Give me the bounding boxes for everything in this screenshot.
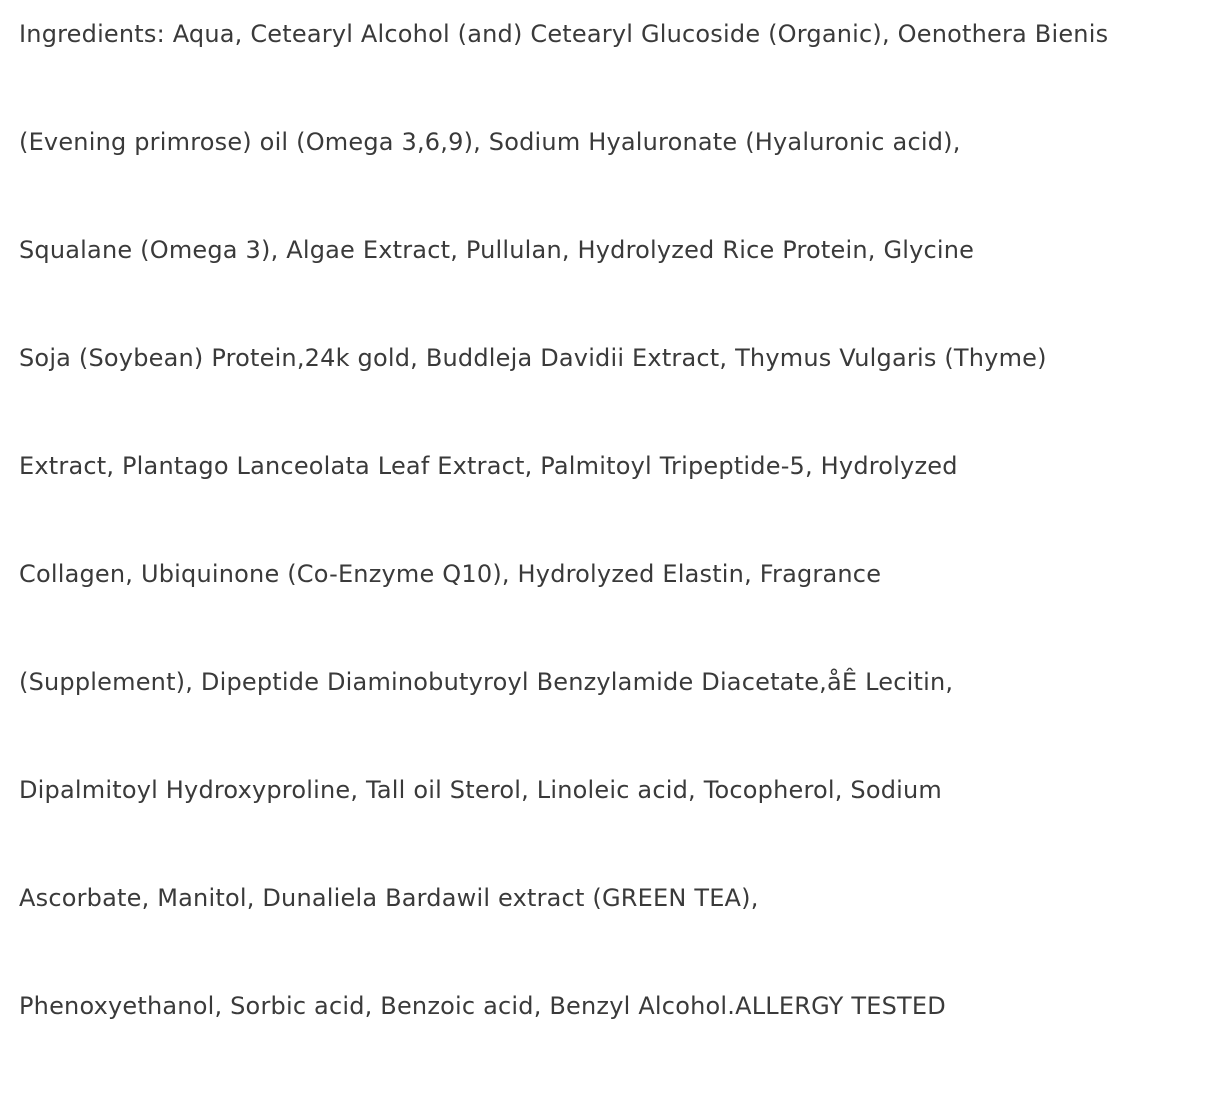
ingredients-line: Ingredients: Aqua, Cetearyl Alcohol (and) Cetearyl Glucoside (Organic), Oenothera Bienis — [19, 20, 1109, 48]
ingredients-line: Phenoxyethanol, Sorbic acid, Benzoic acid, Benzyl Alcohol.ALLERGY TESTED — [19, 992, 946, 1020]
ingredients-line: Ascorbate, Manitol, Dunaliela Bardawil extract (GREEN TEA), — [19, 884, 759, 912]
ingredients-line: Collagen, Ubiquinone (Co-Enzyme Q10), Hydrolyzed Elastin, Fragrance — [19, 560, 882, 588]
ingredients-line: Extract, Plantago Lanceolata Leaf Extract, Palmitoyl Tripeptide-5, Hydrolyzed — [19, 452, 958, 480]
ingredients-line: Dipalmitoyl Hydroxyproline, Tall oil Sterol, Linoleic acid, Tocopherol, Sodium — [19, 776, 943, 804]
ingredients-line: Squalane (Omega 3), Algae Extract, Pullulan, Hydrolyzed Rice Protein, Glycine — [19, 236, 975, 264]
ingredients-text — [19, 0, 1214, 1080]
ingredients-line: (Evening primrose) oil (Omega 3,6,9), Sodium Hyaluronate (Hyaluronic acid), — [19, 128, 961, 156]
ingredients-line: Soja (Soybean) Protein,24k gold, Buddleja Davidii Extract, Thymus Vulgaris (Thyme) — [19, 344, 1047, 372]
ingredients-line: (Supplement), Dipeptide Diaminobutyroyl Benzylamide Diacetate,åÊ Lecitin, — [19, 668, 954, 696]
